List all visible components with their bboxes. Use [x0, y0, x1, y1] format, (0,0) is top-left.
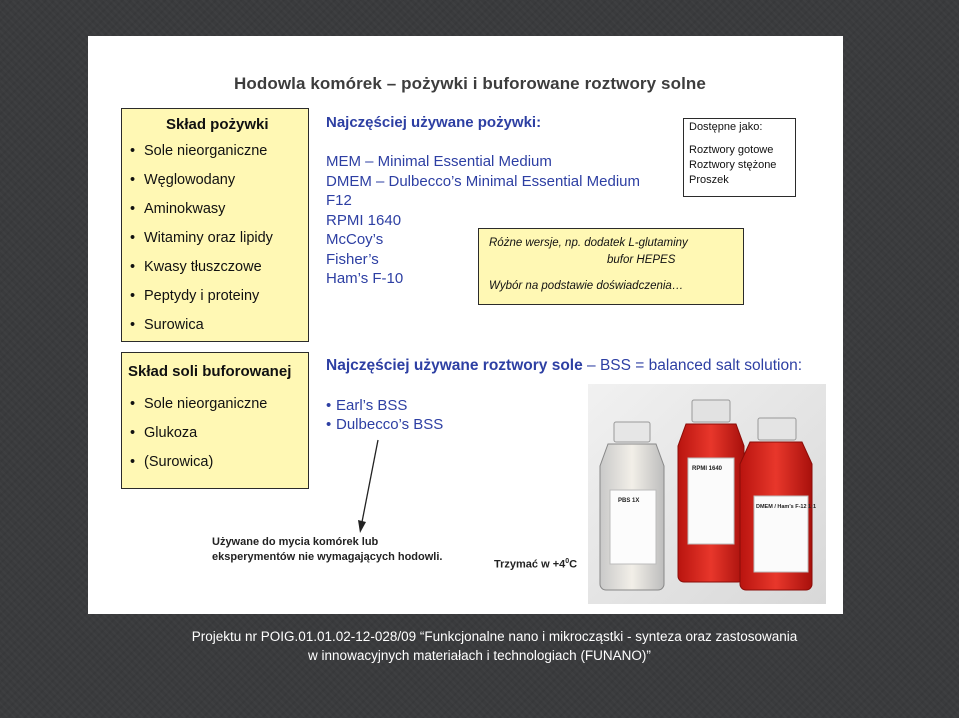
list-item: • Surowica	[130, 315, 273, 344]
media-heading: Najczęściej używane pożywki:	[326, 114, 542, 131]
buffer-list	[130, 394, 267, 481]
slide	[88, 36, 843, 614]
bottle-label: PBS 1X	[618, 498, 640, 504]
list-item: • Kwasy tłuszczowe	[130, 257, 273, 286]
versions-box	[478, 228, 744, 305]
list-item: Roztwory stężone	[689, 159, 777, 171]
storage-unit: C	[569, 558, 578, 571]
list-item: • Earl’s BSS	[326, 396, 443, 415]
bss-heading-rest: – BSS = balanced salt solution:	[582, 357, 803, 374]
availability-box	[683, 118, 796, 197]
list-item: • Węglowodany	[130, 170, 273, 199]
bottle-label: DMEM / Ham’s F-12 1:1	[756, 504, 817, 510]
list-item: DMEM – Dulbecco’s Minimal Essential Medium	[326, 172, 640, 190]
composition-box	[121, 108, 309, 342]
footer	[0, 627, 959, 665]
versions-line: Różne wersje, np. dodatek L-glutaminy	[489, 237, 688, 249]
bottle-label: RPMI 1640	[692, 466, 723, 472]
list-item: • Peptydy i proteiny	[130, 286, 273, 315]
list-item: • Dulbecco’s BSS	[326, 415, 443, 434]
list-item: McCoy’s	[326, 231, 384, 248]
list-item: • Sole nieorganiczne	[130, 141, 273, 170]
versions-line: Wybór na podstawie doświadczenia…	[489, 280, 684, 292]
list-item: Proszek	[689, 174, 729, 186]
list-item: RPMI 1640	[326, 211, 402, 229]
list-item: Fisher’s	[326, 250, 379, 268]
composition-heading: Skład pożywki	[166, 116, 269, 133]
list-item: MEM – Minimal Essential Medium	[326, 153, 552, 170]
usage-note	[212, 535, 442, 564]
bottle-rpmi	[678, 400, 744, 582]
slide-title: Hodowla komórek – pożywki i buforowane roztwory solne	[234, 74, 706, 93]
buffer-heading: Skład soli buforowanej	[128, 363, 292, 380]
bss-list	[326, 396, 443, 434]
storage-note	[494, 558, 577, 571]
list-item: • (Surowica)	[130, 452, 267, 481]
arrow-icon	[350, 438, 390, 534]
storage-text: Trzymać w +4	[494, 558, 566, 571]
bss-heading-bold: Najczęściej używane roztwory sole	[326, 357, 583, 374]
usage-line: Używane do mycia komórek lub	[212, 536, 379, 548]
storage-sup: 0	[565, 558, 570, 565]
list-item: F12	[326, 192, 352, 209]
medium-bottles-photo	[588, 384, 826, 604]
versions-line: bufor HEPES	[607, 254, 676, 266]
composition-list	[130, 141, 273, 344]
list-item: Ham’s F-10	[326, 270, 404, 287]
list-item: • Glukoza	[130, 423, 267, 452]
bss-heading	[326, 357, 802, 375]
footer-line: Projektu nr POIG.01.01.02-12-028/09 “Funkcjonalne nano i mikrocząstki - synteza oraz zastosowania	[191, 629, 798, 644]
list-item: • Witaminy oraz lipidy	[130, 228, 273, 257]
footer-line: w innowacyjnych materiałach i technologiach (FUNANO)”	[308, 648, 651, 663]
usage-line: eksperymentów nie wymagających hodowli.	[212, 550, 443, 563]
bottle-pbs	[600, 422, 664, 590]
list-item: • Sole nieorganiczne	[130, 394, 267, 423]
availability-heading: Dostępne jako:	[689, 121, 763, 133]
list-item: Roztwory gotowe	[689, 144, 774, 156]
buffer-box	[121, 352, 309, 489]
list-item: • Aminokwasy	[130, 199, 273, 228]
